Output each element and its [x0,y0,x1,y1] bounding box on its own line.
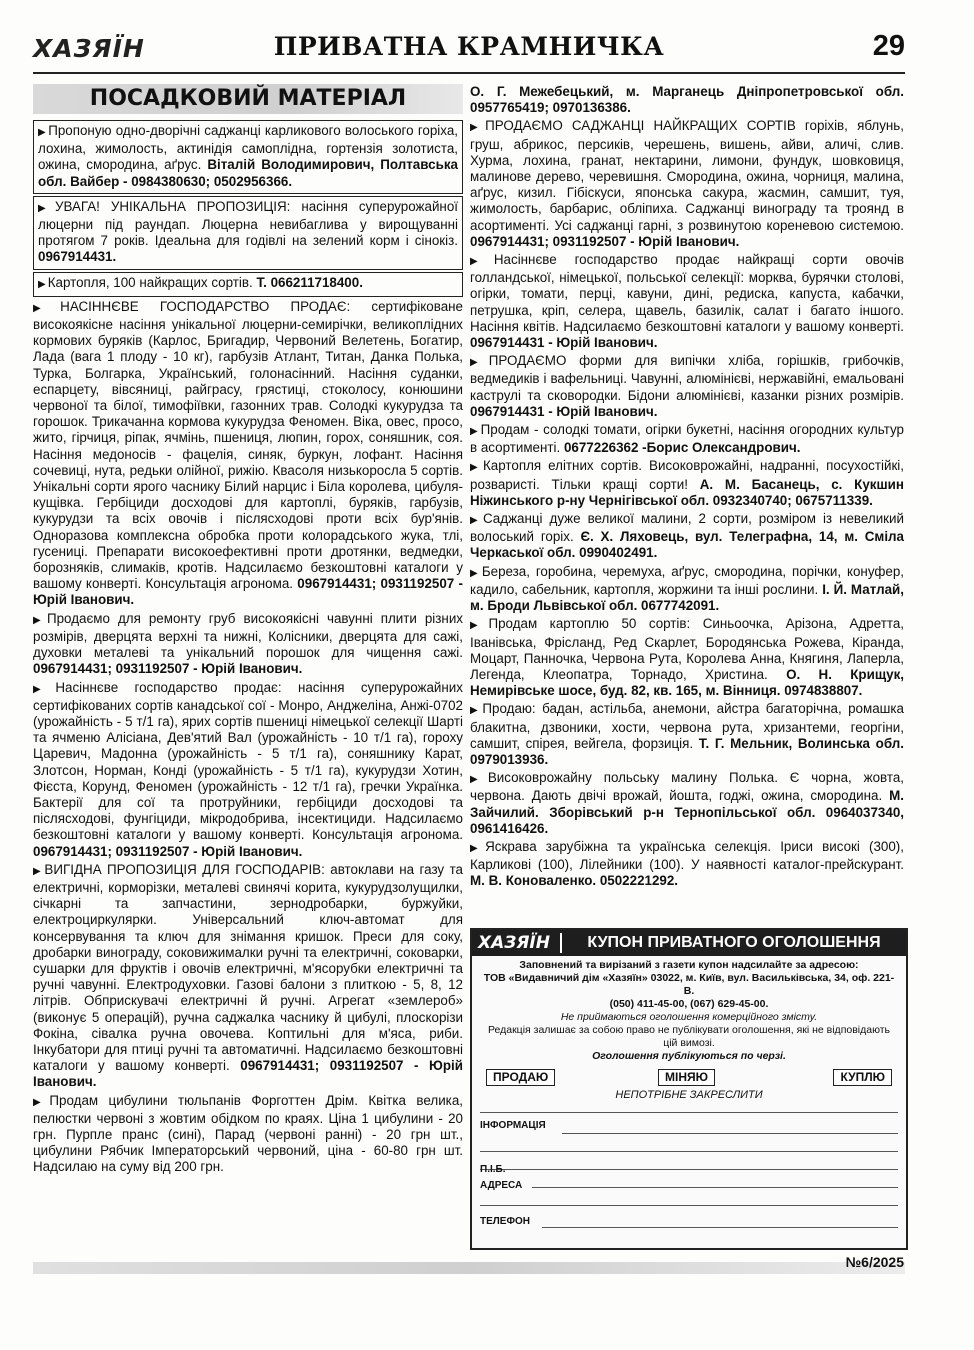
choice-sell[interactable]: ПРОДАЮ [486,1069,555,1086]
ad-contact: М. Зайчилий. Зборівський р-н Тернопільської обл. 0964037340, 0961416426. [470,788,904,836]
ad-text: Продам цибулини тюльпанів Форготтен Дрім. Квітка велика, пелюстки червоні з жовтим обідком по краях. Ціна 1 цибулини - 20 грн. Пурпле пранс (сині), Парад (червоні ранні) - 20 грн шт., цибулини Рябчик Імператорський червоний, ціна - 60-80 грн шт. Надсилаю на суму від 200 грн. [33,1092,463,1175]
ad-text: Картопля елітних сортів. Високоврожайні, надранні, посухостійкі, розваристі. Тільки кращі сорти! [470,458,904,492]
right-ads-list [470,84,904,890]
ad-text: Картопля, 100 найкращих сортів. [47,274,253,290]
address-label: АДРЕСА [480,1180,523,1191]
bullet-arrow-icon: ▶ [470,426,479,438]
choice-swap[interactable]: МІНЯЮ [658,1069,715,1086]
ad-contact: М. В. Коноваленко. 0502221292. [470,873,679,889]
ad-text: Саджанці дуже великої малини, 2 сорти, розміром із невеликий волоський горіх. [470,511,904,545]
ad-text: Високоврожайну польську малину Полька. Є чорна, жовта, червона. Дають двічі врожай, йошта, годжі, ожина, смородина. [470,770,904,804]
ad-text: НАСІННЄВЕ ГОСПОДАРСТВО ПРОДАЄ: сертифіковане високоякісне насіння унікальної люцерни-семирічки, великоплідних кормових буряків (Карлос, Бригадир, Червоний Велетень, Богатир, Лада (вага 1 плоду - 10 кг), гарбузів Атлант, Титан, Данка Полька, Турка, Болгарка, Український, голонасінний. Насіння суданки, еспарцету, вівсяниці, райграсу, грястиці, стоколосу, конюшини червоної та білої, тимофіївки, газонних трав. Солодкі кукурудза та горошок. Трикачанна кормова кукурудза Феномен. Віка, овес, просо, жито, гірчиця, ріпак, ячмінь, пшениця, люпин, горох, соняшник, соя. Насіння медоносів - фацелія, синяк, буркун, лофант. Насіння сочевиці, нута, редьки олійної, рижію. Квасоля низькоросла 5 сортів. Унікальні сорти ярого часнику Білий нарцис і Біла королева, цибуля-кущівка. Гербіциди досходові для картоплі, буряків, гарбузів, кукурудзи та всіх овочів і післясходові проти всіх бур'янів. Одноразова комплексна обробка проти колорадського жука, тлі, гусениці. Препарати високоефективні проти дротянки, ведмедки, борозняків, слимаків, кротів. Надсилаємо безкоштовні каталоги у вашому конверті. Консультація агронома. [33,298,463,592]
classified-ad [470,564,904,615]
ad-text: Насіннєве господарство продає найкращі сорти овочів голландської, німецької, польської селекції: морква, бурячки столові, огірки, томати, перці, кавуни, дині, редиска, капуста, кабачки, петрушка, кріп, селера, щавель, базилік, салат і багато іншого. Насіння квітів. Надсилаємо безкоштовні каталоги у вашому конверті. [470,252,904,334]
coupon-logo: ХАЗЯЇН [472,933,562,953]
ad-text: ВИГІДНА ПРОПОЗИЦІЯ ДЛЯ ГОСПОДАРІВ: автоклави на газу та електричні, корморізки, металеві свинячі корита, кукурудзолущилки, січкарні та запчастини, зернодробарки, буржуйки, електроциркулярки. Універсальний ключ-автомат для консервування та ключ для знімання кришок. Преси для соку, дробарки винограду, соковижималки ручні та електричні, соковарки, сушарки для фруктів і овочів електричні, м'ясорубки електричні та ручні чавунні. Електродуховки. Газові балони з плиткою - 5, 8, 12 літрів. Обприскувачі електричні й ручні. Агрегат «землероб» (виконує 5 операцій), ручна саджалка часнику й цибулі, плоскорізи Фокіна, сівалка ручна овочева. Коптильні для м'яса, риби. Інкубатори для птиці ручні та автоматичні. Надсилаємо безкоштовні каталоги у вашому конверті. [33,861,463,1074]
classified-ad [470,839,904,890]
classified-ad [470,84,904,116]
right-column [470,84,904,892]
form-line[interactable] [480,1112,898,1113]
ad-text: УВАГА! УНІКАЛЬНА ПРОПОЗИЦІЯ: насіння суперурожайної люцерни під раундап. Люцерна невибаглива у вирощуванні протягом 7 років. Ідеальна для годівлі на зелений корм і сінокіз. [38,198,458,249]
section-title: ПРИВАТНА КРАМНИЧКА [273,32,665,61]
coupon-line: Редакція залишає за собою право не публікувати оголошення, які не відповідають цій вимозі. [487,1024,891,1049]
coupon-phones: (050) 411-45-00, (067) 629-45-00. [609,998,769,1010]
ad-contact: Т. 066211718400. [256,274,363,290]
coupon-line: Не приймаються оголошення комерційного змісту. [560,1011,818,1023]
bullet-arrow-icon: ▶ [38,278,46,290]
ad-contact: 0967914431; 0931192507 - Юрій Іванович. [33,661,303,677]
bullet-arrow-icon: ▶ [33,1096,48,1108]
ad-contact: 0967914431. [38,249,117,265]
bullet-arrow-icon: ▶ [470,620,487,632]
ad-text: Продам - солодкі томати, огірки букетні, насіння огородних культур в асортименті. [470,422,904,456]
classified-ad [470,770,904,837]
coupon-address: ТОВ «Видавничий дім «Хазяїн» 03022, м. Київ, вул. Васильківська, 34, оф. 221-В. [483,972,895,997]
bullet-arrow-icon: ▶ [38,202,53,214]
classified-ad [470,458,904,509]
bullet-arrow-icon: ▶ [470,842,484,854]
bullet-arrow-icon: ▶ [33,683,54,695]
classified-ad [33,1093,463,1176]
bullet-arrow-icon: ▶ [33,614,45,626]
ad-text: Продам картоплю 50 сортів: Синьоочка, Арізона, Адретта, Іванівська, Фрісланд, Ред Скарлет, Бородянська Рожева, Кіранда, Моцарт, Панночка, Червона Рута, Королева Анна, Княгиня, Лаперла, Легенда, Клеопатра, Торнадо, Христина. [470,616,904,682]
classified-ad [470,422,904,456]
bullet-arrow-icon: ▶ [33,865,43,877]
ad-contact: О. Н. Крищук, Немирівське шосе, буд. 82, кв. 165, м. Вінниця. 0974838807. [470,666,904,699]
header-rule [33,72,905,74]
ad-text: Яскрава зарубіжна та українська селекція. Іриси високі (300), Карликові (100), Лілейники (100). У наявності каталог-прейскурант. [470,838,904,873]
coupon-instructions [472,956,906,1105]
classified-ad [33,196,463,270]
form-line[interactable] [542,1227,898,1228]
coupon-title: КУПОН ПРИВАТНОГО ОГОЛОШЕННЯ [587,934,881,951]
ad-text: Пропоную одно-дворічні саджанці карликового волоського горіха, лохина, жимолость, актинідія самоплідна, гортензія золотиста, ожина, смородина, аґрус. [38,123,458,173]
phone-label: ТЕЛЕФОН [480,1216,530,1227]
category-banner: ПОСАДКОВИЙ МАТЕРІАЛ [33,84,463,114]
footer-bar [33,1262,905,1274]
bullet-arrow-icon: ▶ [470,705,481,717]
page-number: 29 [872,30,905,62]
classified-ad [470,118,904,250]
classified-ad [470,511,904,562]
ad-contact: І. Й. Матлай, м. Броди Львівської обл. 0677742091. [470,581,904,614]
ad-text: Продаємо для ремонту груб високоякісні чавунні плити різних розмірів, дверцята верхні та нижні, Колісники, дверцята для сажі, духовки металеві та унікальний порошок для чищення сажі. [33,610,463,661]
classified-ad [33,611,463,678]
ad-contact: 0677226362 -Борис Олександрович. [563,440,801,456]
ad-contact: А. М. Басанець, с. Кукшин Ніжинського р-ну Чернігівської обл. 0932340740; 0675711339. [470,476,904,508]
ad-contact: 0967914431; 0931192507 - Юрій Іванович. [33,576,463,608]
classified-ad [470,701,904,768]
form-line[interactable] [562,1133,898,1134]
ad-contact: 0967914431; 0931192507 - Юрій Іванович. [33,1058,463,1090]
strike-note: НЕПОТРІБНЕ ЗАКРЕСЛИТИ [615,1089,763,1101]
bullet-arrow-icon: ▶ [470,357,487,369]
issue-number: №6/2025 [845,1254,904,1270]
ad-text: ПРОДАЄМО САДЖАНЦІ НАЙКРАЩИХ СОРТІВ горіхів, яблунь, груш, абрикос, персиків, черешень, вишень, айви, аличі, слив. Хурма, лохина, гранат, нектарини, лимони, фундук, шовковиця, малинове дерево, черевишня. Смородина, ожина, чорниця, малина, аґрус, кизил. Гібіскуси, японська сакура, жасмин, самшит, туя, жимолость, барбарис, обліпиха. Саджанці винограду та троянд в асортименті. Усі саджанці гарні, з розвинутою кореневою системою. [470,118,904,233]
bullet-arrow-icon: ▶ [470,567,480,579]
ad-text: Береза, горобина, черемуха, аґрус, смородина, порічки, конуфер, кадило, сабельник, картопля, жоржини та інші рослини. [470,563,904,597]
bullet-arrow-icon: ▶ [470,462,481,474]
ad-coupon [470,928,908,1250]
bullet-arrow-icon: ▶ [38,127,47,138]
coupon-header [472,930,906,956]
bullet-arrow-icon: ▶ [470,515,481,527]
classified-ad [470,252,904,351]
ad-contact: 0967914431 - Юрій Іванович. [470,335,658,351]
classified-ad [33,299,463,609]
ad-contact: О. Г. Межебецький, м. Марганець Дніпропетровської обл. 0957765419; 0970136386. [470,84,904,116]
name-label: П.І.Б. [480,1164,506,1175]
ad-contact: 0967914431; 0931192507 - Юрій Іванович. [33,843,303,859]
bullet-arrow-icon: ▶ [470,122,484,134]
classified-ad [33,272,463,297]
left-ads-list [33,120,463,1176]
ad-contact: 0967914431 - Юрій Іванович. [470,403,658,419]
form-line[interactable] [480,1205,898,1206]
bullet-arrow-icon: ▶ [33,302,59,314]
page-header [33,30,905,70]
classified-ad [33,680,463,860]
form-line[interactable] [480,1151,898,1152]
classified-ad [470,353,904,420]
ad-contact: Є. Х. Ляховець, вул. Телеграфна, 14, м. Сміла Черкаської обл. 0990402491. [470,529,904,561]
classified-ad [470,616,904,699]
ad-contact: Т. Г. Мельник, Волинська обл. 0979013936. [470,735,904,767]
bullet-arrow-icon: ▶ [470,774,486,786]
classified-ad [33,862,463,1091]
newspaper-logo: ХАЗЯЇН [33,34,145,63]
coupon-line: Заповнений та вирізаний з газети купон надсилайте за адресою: [519,959,859,971]
coupon-line: Оголошення публікуються по черзі. [592,1050,786,1062]
choice-buy[interactable]: КУПЛЮ [833,1069,892,1086]
coupon-choices [480,1069,898,1091]
ad-contact: Віталій Володимирович, Полтавська обл. Вайбер - 0984380630; 0502956366. [38,157,458,189]
ad-text: Продаю: бадан, астільба, анемони, айстра багаторічна, ромашка блакитна, дзвоники, хости, червона рута, хризантеми, георгіни, самшит, спірея, вейгела, форзиція. [470,701,904,751]
left-column [33,84,463,1178]
ad-contact: 0967914431; 0931192507 - Юрій Іванович. [470,233,740,249]
bullet-arrow-icon: ▶ [470,256,492,268]
classified-ad [33,120,463,194]
ad-text: ПРОДАЄМО форми для випічки хліба, горішків, грибочків, ведмедиків і вафельниці. Чавунні, алюмінієві, нержавійні, емальовані каструлі та сковородки. Бідони алюмінієві, казанки різних розмірів. [470,353,904,403]
info-label: ІНФОРМАЦІЯ [480,1120,546,1131]
ad-text: Насіннєве господарство продає: насіння суперурожайних сертифікованих сортів канадської сої - Монро, Анджеліна, Анжі-0702 (урожайність - 5 т/1 га), ярих сортів пшениці німецької селекції Шарті та ячменю Алісіана, Дев'ятий Вал (урожайність - 10 т/1 га), гороху Царевич, Мадонна (урожайність - 5 т/1 га), соняшнику Карат, Злотсон, Норман, Конді (урожайність - 5 т/1 га), кукурудзи Хотин, Фієста, Корунд, Феномен (урожайність - 12 т/1 га), гречки Українка. Бактерії для сої та протруйники, гербіциди досходові та післясходові, фунгіциди, мікродобрива, інсектициди. Надсилаємо безкоштовні каталоги у вашому конверті. Консультація агронома. [33,679,463,843]
